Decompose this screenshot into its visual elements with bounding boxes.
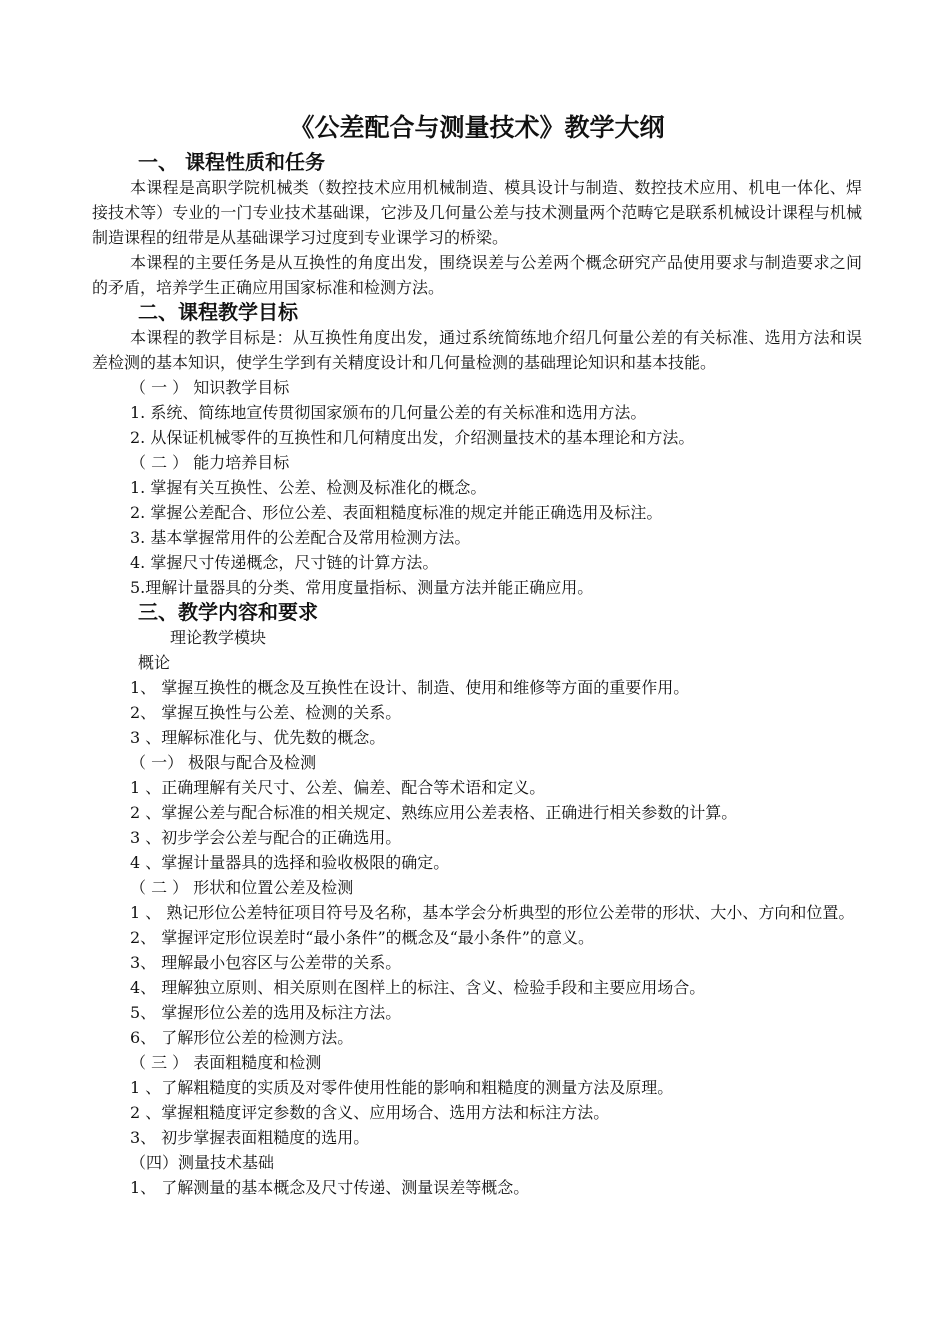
list-item: 4 、掌握计量器具的选择和验收极限的确定。 [130,853,450,872]
list-item: 1. 系统、简练地宣传贯彻国家颁布的几何量公差的有关标准和选用方法。 [130,403,647,422]
list-item: 4、 理解独立原则、相关原则在图样上的标注、含义、检验手段和主要应用场合。 [130,978,706,997]
list-item: 3、 初步掌握表面粗糙度的选用。 [130,1128,370,1147]
list-item: 4. 掌握尺寸传递概念，尺寸链的计算方法。 [130,553,439,572]
list-item: 2、 掌握互换性与公差、检测的关系。 [130,703,402,722]
list-item: 2、 掌握评定形位误差时“最小条件”的概念及“最小条件”的意义。 [130,928,594,947]
section-heading-1: 一、 课程性质和任务 [138,150,325,174]
list-item: 3 、初步学会公差与配合的正确选用。 [130,828,402,847]
list-item: 1 、正确理解有关尺寸、公差、偏差、配合等术语和定义。 [130,778,546,797]
document-page [92,106,862,1200]
list-item: 5、 掌握形位公差的选用及标注方法。 [130,1003,402,1022]
subsection-heading: （ 二 ） 形状和位置公差及检测 [130,878,354,897]
list-item: 6、 了解形位公差的检测方法。 [130,1028,354,1047]
subsection-heading: （ 二 ） 能力培养目标 [130,453,290,472]
section1-paragraph-1: 本课程是高职学院机械类（数控技术应用机械制造、模具设计与制造、数控技术应用、机电一体化、焊接技术等）专业的一门专业技术基础课，它涉及几何量公差与技术测量两个范畴它是联系机械设计课程与机械制造课程的纽带是从基础课学习过度到专业课学习的桥梁。 [92,178,862,247]
list-item: 2 、掌握粗糙度评定参数的含义、应用场合、选用方法和标注方法。 [130,1103,610,1122]
subsection-heading: 概论 [138,653,171,672]
list-item: 3. 基本掌握常用件的公差配合及常用检测方法。 [130,528,471,547]
section-heading-3: 三、教学内容和要求 [138,600,318,624]
list-item: 2. 从保证机械零件的互换性和几何精度出发，介绍测量技术的基本理论和方法。 [130,428,695,447]
subsection-heading: （四）测量技术基础 [130,1153,275,1172]
page-title: 《公差配合与测量技术》教学大纲 [289,113,665,142]
list-item: 1 、 熟记形位公差特征项目符号及名称，基本学会分析典型的形位公差带的形状、大小、方向和位置。 [130,903,855,922]
subsection-heading: （ 一） 极限与配合及检测 [130,753,317,772]
list-item: 5.理解计量器具的分类、常用度量指标、测量方法并能正确应用。 [130,578,594,597]
section1-paragraph-2: 本课程的主要任务是从互换性的角度出发，围绕误差与公差两个概念研究产品使用要求与制造要求之间的矛盾，培养学生正确应用国家标准和检测方法。 [92,253,862,297]
module-heading: 理论教学模块 [170,628,267,647]
list-item: 2. 掌握公差配合、形位公差、表面粗糙度标准的规定并能正确选用及标注。 [130,503,663,522]
list-item: 1、 掌握互换性的概念及互换性在设计、制造、使用和维修等方面的重要作用。 [130,678,690,697]
list-item: 2 、掌握公差与配合标准的相关规定、熟练应用公差表格、正确进行相关参数的计算。 [130,803,738,822]
subsection-heading: （ 三 ） 表面粗糙度和检测 [130,1053,322,1072]
list-item: 1、 了解测量的基本概念及尺寸传递、测量误差等概念。 [130,1178,530,1197]
section-heading-2: 二、课程教学目标 [138,300,298,324]
list-item: 1 、了解粗糙度的实质及对零件使用性能的影响和粗糙度的测量方法及原理。 [130,1078,674,1097]
list-item: 3 、理解标准化与、优先数的概念。 [130,728,386,747]
list-item: 1. 掌握有关互换性、公差、检测及标准化的概念。 [130,478,487,497]
section2-paragraph: 本课程的教学目标是：从互换性角度出发，通过系统简练地介绍几何量公差的有关标准、选用方法和误差检测的基本知识，使学生学到有关精度设计和几何量检测的基础理论知识和基本技能。 [92,328,862,372]
subsection-heading: （ 一 ） 知识教学目标 [130,378,290,397]
list-item: 3、 理解最小包容区与公差带的关系。 [130,953,402,972]
